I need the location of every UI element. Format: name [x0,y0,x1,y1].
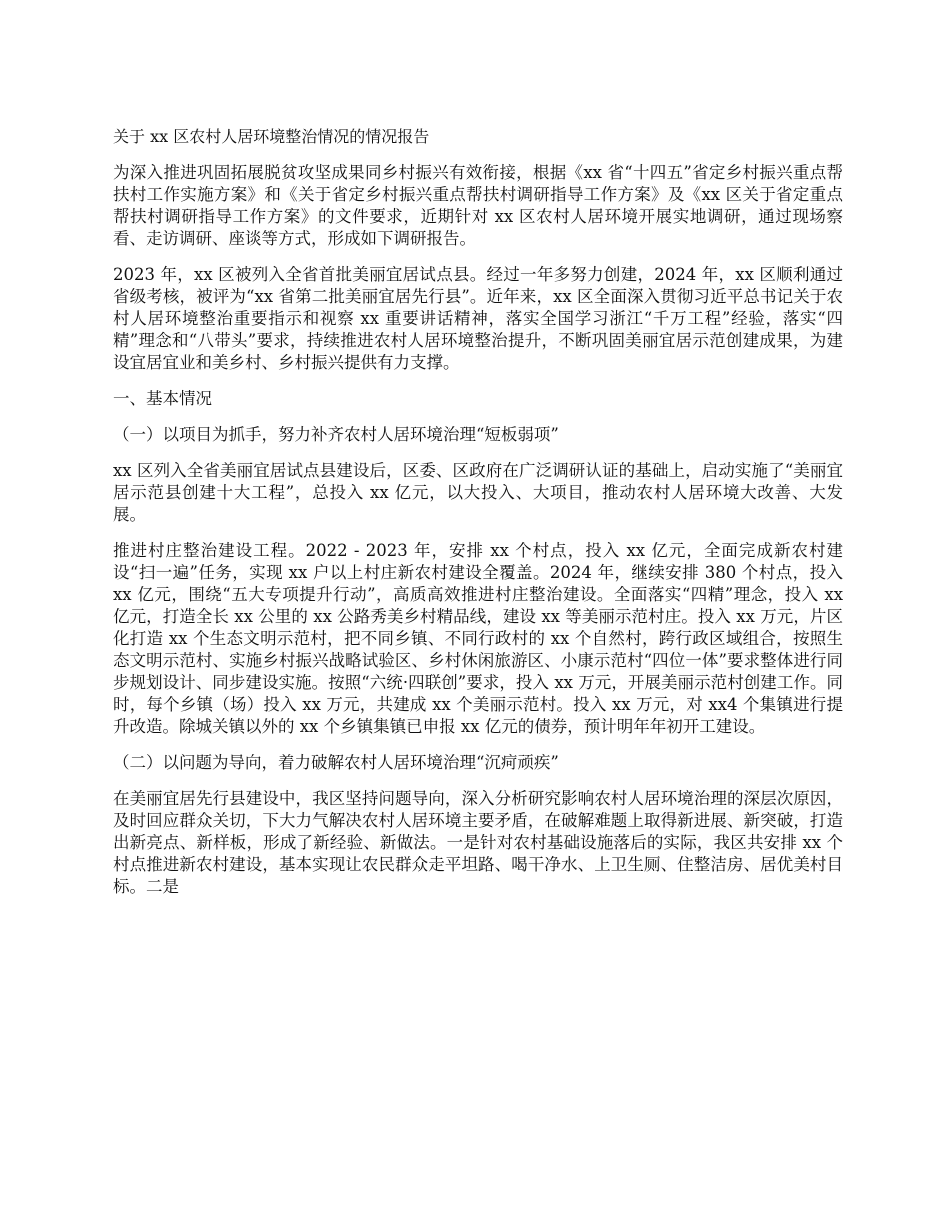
document-body [113,126,843,912]
subsection-heading-1: （一）以项目为抓手，努力补齐农村人居环境治理“短板弱项” [113,425,559,444]
intro-paragraph-2: 2023 年，xx 区被列入全省首批美丽宜居试点县。经过一年多努力创建，2024 年，xx 区顺利通过省级考核，被评为“xx 省第二批美丽宜居先行县”。近年来，xx 区全面深入贯彻习近平总书记关于农村人居环境整治重要指示和视察 xx 重要讲话精神，落实全国学习浙江“千万工程”经验，落实“四精”理念和“八带头”要求，持续推进农村人居环境整治提升，不断巩固美丽宜居示范创建成果，为建设宜居宜业和美乡村、乡村振兴提供有力支撑。 [113,265,843,372]
subsection-1-paragraph-1: xx 区列入全省美丽宜居试点县建设后，区委、区政府在广泛调研认证的基础上，启动实施了“美丽宜居示范县创建十大工程”，总投入 xx 亿元，以大投入、大项目，推动农村人居环境大改善、大发展。 [113,461,843,524]
intro-paragraph-1: 为深入推进巩固拓展脱贫攻坚成果同乡村振兴有效衔接，根据《xx 省“十四五”省定乡村振兴重点帮扶村工作实施方案》和《关于省定乡村振兴重点帮扶村调研指导工作方案》及《xx 区关于省定重点帮扶村调研指导工作方案》的文件要求，近期针对 xx 区农村人居环境开展实地调研，通过现场察看、走访调研、座谈等方式，形成如下调研报告。 [113,163,843,248]
document-title: 关于 xx 区农村人居环境整治情况的情况报告 [113,127,430,146]
subsection-1-paragraph-2: 推进村庄整治建设工程。2022 - 2023 年，安排 xx 个村点，投入 xx 亿元，全面完成新农村建设“扫一遍”任务，实现 xx 户以上村庄新农村建设全覆盖。2024 年，继续安排 380 个村点，投入 xx 亿元，围绕“五大专项提升行动”，高质高效推进村庄整治建设。全面落实“四精”理念，投入 xx 亿元，打造全长 xx 公里的 xx 公路秀美乡村精品线，建设 xx 等美丽示范村庄。投入 xx 万元，片区化打造 xx 个生态文明示范村，把不同乡镇、不同行政村的 xx 个自然村，跨行政区域组合，按照生态文明示范村、实施乡村振兴战略试验区、乡村休闲旅游区、小康示范村“四位一体”要求整体进行同步规划设计、同步建设实施。按照“六统·四联创”要求，投入 xx 万元，开展美丽示范村创建工作。同时，每个乡镇（场）投入 xx 万元，共建成 xx 个美丽示范村。投入 xx 万元，对 xx4 个集镇进行提升改造。除城关镇以外的 xx 个乡镇集镇已申报 xx 亿元的债券，预计明年年初开工建设。 [113,541,843,736]
section-heading-basic-situation: 一、基本情况 [113,389,212,408]
subsection-2-paragraph-1: 在美丽宜居先行县建设中，我区坚持问题导向，深入分析研究影响农村人居环境治理的深层次原因，及时回应群众关切，下大力气解决农村人居环境主要矛盾，在破解难题上取得新进展、新突破，打造出新亮点、新样板，形成了新经验、新做法。一是针对农村基础设施落后的实际，我区共安排 xx 个村点推进新农村建设，基本实现让农民群众走平坦路、喝干净水、上卫生厕、住整洁房、居优美村目标。二是 [113,789,843,896]
subsection-heading-2: （二）以问题为导向，着力破解农村人居环境治理“沉疴顽疾” [113,753,559,772]
